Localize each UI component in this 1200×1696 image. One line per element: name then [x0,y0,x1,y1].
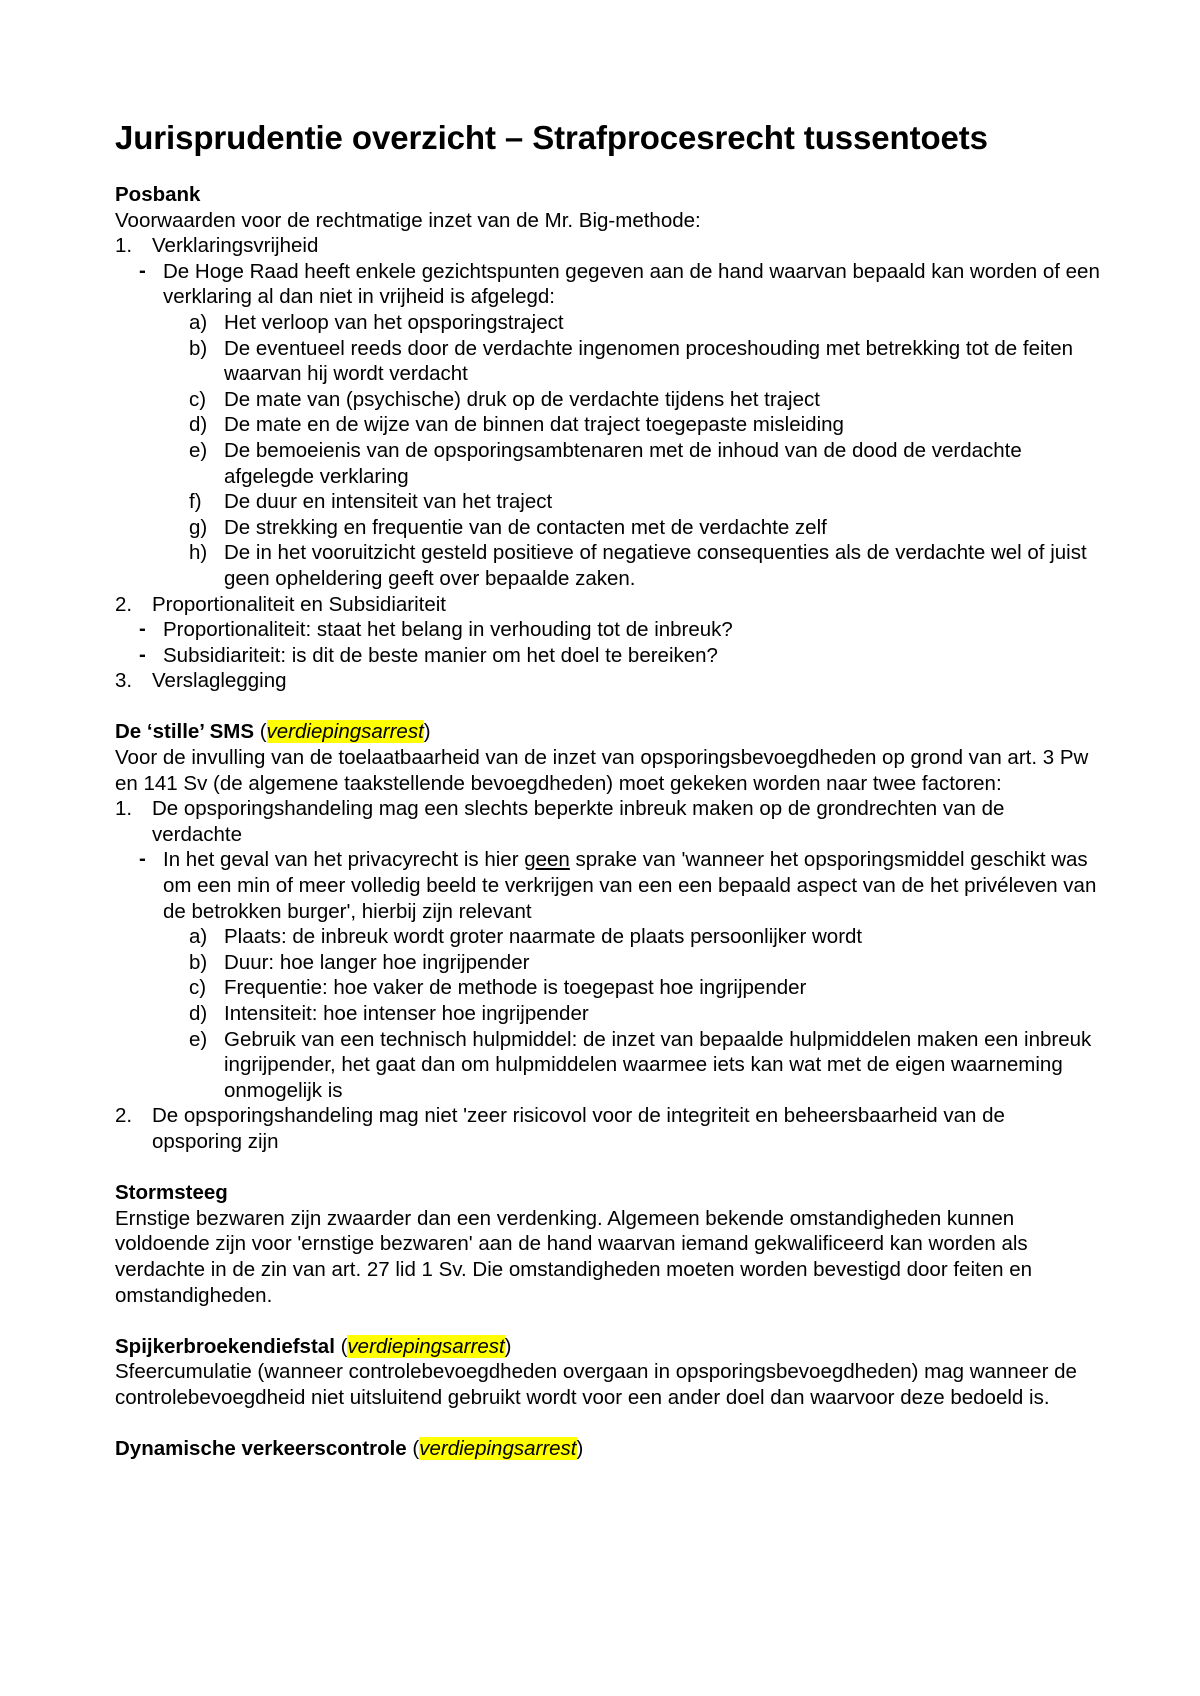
section-title-dynamische: Dynamische verkeerscontrole [115,1437,407,1461]
list-item-text: De strekking en frequentie van de contacten met de verdachte zelf [224,515,827,539]
dash-text [163,848,1096,922]
list-marker: 1. [115,234,133,258]
list-item-text: Verslaglegging [152,669,287,693]
dash-text: Proportionaliteit: staat het belang in verhouding tot de inbreuk? [163,618,733,642]
list-marker: 2. [115,592,133,616]
posbank-sub-g [115,515,1100,541]
stille-sms-sub-a [115,924,1100,950]
list-marker: c) [189,976,207,1000]
list-marker: f) [189,490,202,514]
posbank-sub-h [115,540,1100,591]
spijkerbroek-body: Sfeercumulatie (wanneer controlebevoegdheden overgaan in opsporingsbevoegdheden) mag wanneer de controlebevoegdheid niet uitsluitend gebruikt wordt voor een ander doel dan waarvoor deze bedoeld is. [115,1360,1077,1409]
dash-bullet-icon: - [139,847,146,871]
paren-close: ) [504,1334,512,1358]
list-item-text: Gebruik van een technisch hulpmiddel: de inzet van bepaalde hulpmiddelen maken een inbreuk ingrijpender, het gaat dan om hulpmiddelen waarmee iets kan wat met de eigen waarneming onmogelijk is [224,1027,1092,1102]
section-heading-dynamische [115,1436,1100,1462]
list-marker: d) [189,413,208,437]
dash-text: De Hoge Raad heeft enkele gezichtspunten gegeven aan de hand waarvan bepaald kan worden of een verklaring al dan niet in vrijheid is afgelegd: [163,259,1100,309]
list-marker: a) [189,310,208,334]
list-marker: e) [189,438,208,462]
underlined-word: geen [524,848,570,872]
stille-sms-sub-c [115,975,1100,1001]
stille-sms-item-2 [115,1103,1100,1154]
list-marker: h) [189,541,208,565]
section-dynamische [115,1436,1100,1462]
posbank-item-1 [115,233,1100,259]
list-marker: 3. [115,669,133,693]
posbank-sub-a [115,310,1100,336]
posbank-sub-d [115,412,1100,438]
stormsteeg-body: Ernstige bezwaren zijn zwaarder dan een verdenking. Algemeen bekende omstandigheden kunnen voldoende zijn voor 'ernstige bezwaren' aan de hand waarvan iemand gekwalificeerd kan worden als verdachte in de zin van art. 27 lid 1 Sv. Die omstandigheden moeten worden bevestigd door feiten en omstandigheden. [115,1206,1032,1307]
list-item-text: De opsporingshandeling mag niet 'zeer risicovol voor de integriteit en beheersbaarheid van de opsporing zijn [152,1104,1005,1153]
list-item-text: Duur: hoe langer hoe ingrijpender [224,950,530,974]
list-item-text: De bemoeienis van de opsporingsambtenaren met de inhoud van de dood de verdachte afgelegde verklaring [224,438,1022,488]
stille-sms-sub-e [115,1027,1100,1104]
stille-sms-item-1 [115,796,1100,847]
stille-sms-sub-d [115,1001,1100,1027]
list-item-text: Frequentie: hoe vaker de methode is toegepast hoe ingrijpender [224,976,807,1000]
list-marker: g) [189,515,208,539]
list-item-text: De mate van (psychische) druk op de verdachte tijdens het traject [224,387,820,411]
section-heading-spijkerbroek [115,1334,1100,1360]
posbank-sub-c [115,387,1100,413]
verdiepingsarrest-tag: verdiepingsarrest [266,720,424,744]
list-item-text: De mate en de wijze van de binnen dat traject toegepaste misleiding [224,413,844,437]
stille-sms-intro: Voor de invulling van de toelaatbaarheid van de inzet van opsporingsbevoegdheden op grond van art. 3 Pw en 141 Sv (de algemene taakstellende bevoegdheden) moet gekeken worden naar twee factoren: [115,746,1089,795]
section-posbank [115,182,1100,694]
dash-text: Subsidiariteit: is dit de beste manier om het doel te bereiken? [163,643,718,667]
section-spijkerbroek [115,1334,1100,1411]
list-marker: 2. [115,1104,133,1128]
posbank-sub-e [115,438,1100,489]
paren-close: ) [576,1437,584,1461]
document-page [115,118,1100,1487]
dash-text-before: In het geval van het privacyrecht is hier [163,848,525,872]
posbank-item-2 [115,592,1100,618]
list-marker: c) [189,387,207,411]
paren-close: ) [423,720,431,744]
dash-bullet-icon: - [139,258,146,282]
verdiepingsarrest-tag: verdiepingsarrest [419,1437,577,1461]
paren-open: ( [254,720,267,744]
section-title-stille-sms: De ‘stille’ SMS [115,720,254,744]
dash-bullet-icon: - [139,617,146,641]
list-marker: a) [189,925,208,949]
posbank-sub-f [115,489,1100,515]
section-title-spijkerbroek: Spijkerbroekendiefstal [115,1334,335,1358]
list-marker: b) [189,336,208,360]
list-item-text: De eventueel reeds door de verdachte ingenomen proceshouding met betrekking tot de feiten waarvan hij wordt verdacht [224,336,1074,386]
document-title: Jurisprudentie overzicht – Strafprocesrecht tussentoets [115,119,988,156]
verdiepingsarrest-tag: verdiepingsarrest [347,1334,505,1358]
posbank-item-3 [115,668,1100,694]
posbank-item-2-dash-2 [115,643,1100,669]
section-heading-stille-sms [115,719,1100,745]
list-item-text: Het verloop van het opsporingstraject [224,310,564,334]
list-item-text: Verklaringsvrijheid [152,234,319,258]
posbank-intro: Voorwaarden voor de rechtmatige inzet van de Mr. Big-methode: [115,208,701,232]
posbank-item-2-dash-1 [115,617,1100,643]
dash-text-after: sprake van 'wanneer het opsporingsmiddel geschikt was om een min of meer volledig beeld te verkrijgen van een een bepaald aspect van de het privéleven van de betrokken burger', hierbij zijn relevant [163,848,1097,923]
section-title-posbank: Posbank [115,183,201,206]
paren-open: ( [334,1334,348,1358]
list-item-text: Intensiteit: hoe intenser hoe ingrijpender [224,1002,589,1025]
list-item-text: Proportionaliteit en Subsidiariteit [152,592,446,616]
posbank-sub-b [115,336,1100,387]
list-marker: e) [189,1027,208,1051]
list-item-text: De duur en intensiteit van het traject [224,490,553,514]
list-item-text: De in het vooruitzicht gesteld positieve of negatieve consequenties als de verdachte wel of juist geen opheldering geeft over bepaalde zaken. [224,541,1087,590]
list-marker: d) [189,1002,208,1025]
list-item-text: De opsporingshandeling mag een slechts beperkte inbreuk maken op de grondrechten van de verdachte [152,797,1005,846]
stille-sms-sub-b [115,950,1100,976]
dash-bullet-icon: - [139,642,146,666]
paren-open: ( [406,1437,420,1461]
section-title-stormsteeg: Stormsteeg [115,1181,228,1205]
section-stille-sms [115,719,1100,1154]
list-marker: 1. [115,797,133,821]
section-stormsteeg [115,1180,1100,1308]
list-item-text: Plaats: de inbreuk wordt groter naarmate de plaats persoonlijker wordt [224,925,863,949]
posbank-item-1-dash [115,259,1100,310]
list-marker: b) [189,950,208,974]
stille-sms-item-1-dash [115,847,1100,924]
